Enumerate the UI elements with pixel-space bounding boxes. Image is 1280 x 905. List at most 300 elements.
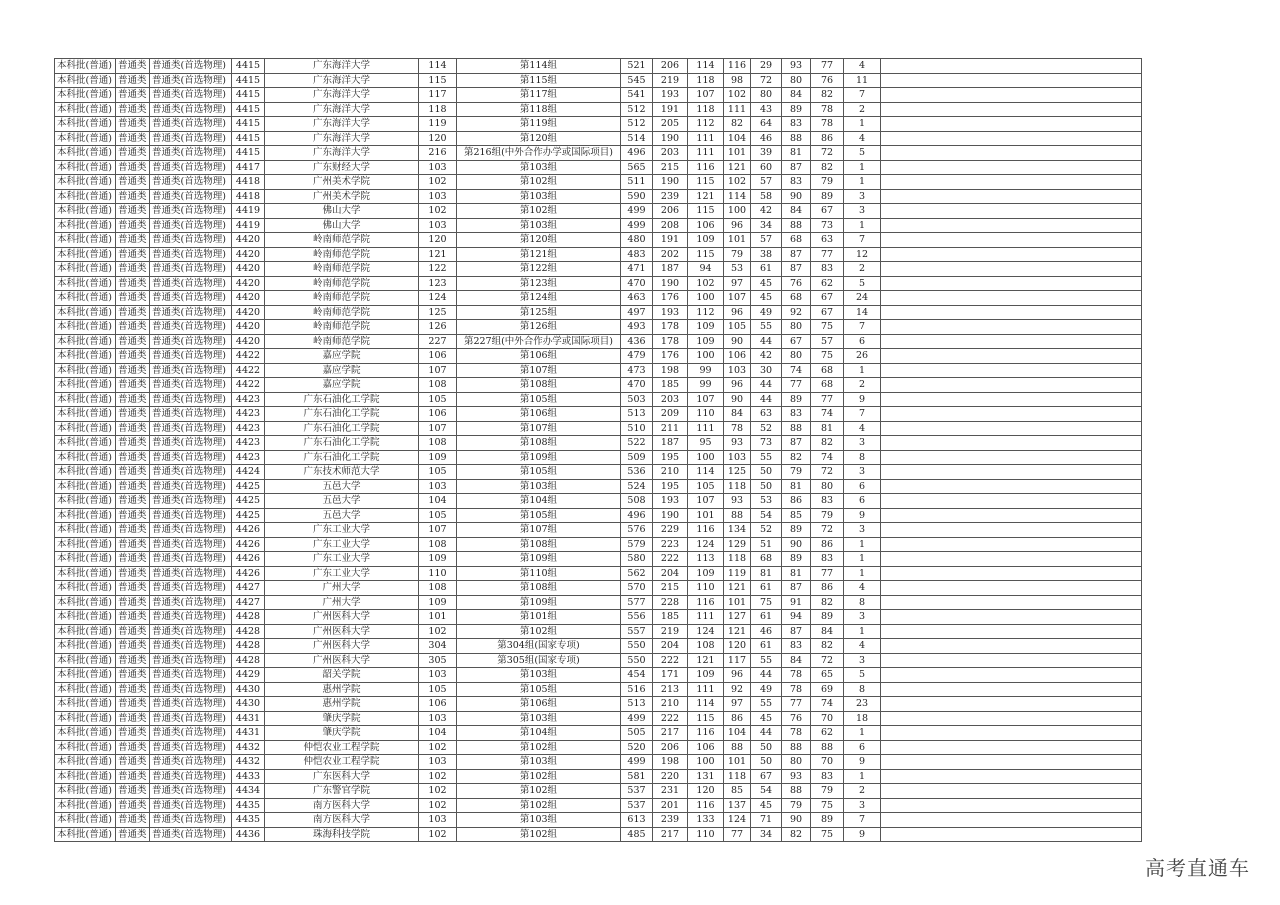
cell-school-name: 广东石油化工学院: [265, 407, 419, 422]
cell-batch: 本科批(普通): [55, 59, 116, 74]
cell-school-code: 4420: [232, 233, 265, 248]
cell-school-code: 4420: [232, 276, 265, 291]
table-row: [55, 523, 1142, 538]
cell-school-code: 4423: [232, 392, 265, 407]
cell-elective1: 50: [751, 755, 782, 770]
table-row: [55, 697, 1142, 712]
cell-foreign-lang: 127: [724, 610, 751, 625]
cell-elective1: 75: [751, 595, 782, 610]
cell-min-score: 536: [621, 465, 653, 480]
cell-batch: 本科批(普通): [55, 581, 116, 596]
cell-elective1: 61: [751, 639, 782, 654]
cell-category: 普通类: [116, 102, 150, 117]
cell-chinese: 215: [653, 581, 688, 596]
cell-elective3: 88: [811, 740, 844, 755]
cell-category: 普通类: [116, 305, 150, 320]
cell-group-name: 第103组: [457, 813, 621, 828]
cell-batch: 本科批(普通): [55, 247, 116, 262]
table-row: [55, 798, 1142, 813]
cell-subject-type: 普通类(首选物理): [150, 697, 232, 712]
cell-subject-type: 普通类(首选物理): [150, 668, 232, 683]
cell-count: 3: [844, 189, 881, 204]
cell-elective2: 88: [782, 131, 811, 146]
cell-foreign-lang: 118: [724, 769, 751, 784]
table-row: [55, 334, 1142, 349]
cell-count: 1: [844, 624, 881, 639]
cell-group-name: 第122组: [457, 262, 621, 277]
cell-group-code: 102: [419, 204, 457, 219]
cell-school-code: 4428: [232, 639, 265, 654]
cell-group-code: 120: [419, 131, 457, 146]
cell-category: 普通类: [116, 450, 150, 465]
cell-group-code: 105: [419, 508, 457, 523]
cell-category: 普通类: [116, 552, 150, 567]
cell-school-name: 岭南师范学院: [265, 247, 419, 262]
cell-group-name: 第114组: [457, 59, 621, 74]
cell-category: 普通类: [116, 523, 150, 538]
cell-min-score: 496: [621, 146, 653, 161]
cell-math: 114: [688, 59, 724, 74]
cell-group-code: 125: [419, 305, 457, 320]
cell-category: 普通类: [116, 59, 150, 74]
cell-school-code: 4415: [232, 73, 265, 88]
cell-elective3: 72: [811, 523, 844, 538]
cell-school-name: 岭南师范学院: [265, 320, 419, 335]
cell-school-code: 4420: [232, 291, 265, 306]
cell-batch: 本科批(普通): [55, 407, 116, 422]
cell-count: 1: [844, 726, 881, 741]
cell-chinese: 222: [653, 552, 688, 567]
cell-count: 23: [844, 697, 881, 712]
cell-empty: [881, 131, 1142, 146]
cell-empty: [881, 218, 1142, 233]
cell-subject-type: 普通类(首选物理): [150, 233, 232, 248]
cell-school-code: 4432: [232, 740, 265, 755]
cell-group-code: 102: [419, 175, 457, 190]
cell-group-code: 110: [419, 566, 457, 581]
cell-chinese: 204: [653, 639, 688, 654]
cell-min-score: 436: [621, 334, 653, 349]
cell-math: 112: [688, 117, 724, 132]
cell-subject-type: 普通类(首选物理): [150, 88, 232, 103]
cell-min-score: 505: [621, 726, 653, 741]
cell-group-name: 第102组: [457, 624, 621, 639]
cell-empty: [881, 537, 1142, 552]
table-row: [55, 349, 1142, 364]
cell-category: 普通类: [116, 581, 150, 596]
cell-elective1: 81: [751, 566, 782, 581]
cell-empty: [881, 610, 1142, 625]
cell-subject-type: 普通类(首选物理): [150, 262, 232, 277]
cell-batch: 本科批(普通): [55, 450, 116, 465]
cell-group-code: 103: [419, 479, 457, 494]
cell-empty: [881, 363, 1142, 378]
cell-batch: 本科批(普通): [55, 160, 116, 175]
cell-school-code: 4422: [232, 378, 265, 393]
cell-group-code: 102: [419, 798, 457, 813]
cell-group-name: 第305组(国家专项): [457, 653, 621, 668]
cell-elective2: 82: [782, 827, 811, 842]
cell-count: 3: [844, 523, 881, 538]
table-row: [55, 102, 1142, 117]
cell-school-name: 珠海科技学院: [265, 827, 419, 842]
cell-group-code: 103: [419, 160, 457, 175]
cell-elective3: 89: [811, 189, 844, 204]
table-row: [55, 813, 1142, 828]
cell-batch: 本科批(普通): [55, 595, 116, 610]
cell-elective1: 46: [751, 624, 782, 639]
cell-elective1: 68: [751, 552, 782, 567]
cell-group-name: 第102组: [457, 769, 621, 784]
cell-chinese: 190: [653, 508, 688, 523]
cell-group-name: 第118组: [457, 102, 621, 117]
cell-count: 4: [844, 581, 881, 596]
cell-elective1: 30: [751, 363, 782, 378]
cell-math: 133: [688, 813, 724, 828]
table-row: [55, 247, 1142, 262]
cell-chinese: 219: [653, 73, 688, 88]
cell-foreign-lang: 93: [724, 494, 751, 509]
cell-elective2: 85: [782, 508, 811, 523]
cell-school-name: 五邑大学: [265, 508, 419, 523]
cell-group-code: 114: [419, 59, 457, 74]
cell-group-name: 第105组: [457, 465, 621, 480]
cell-elective3: 75: [811, 349, 844, 364]
cell-elective3: 89: [811, 813, 844, 828]
cell-school-code: 4419: [232, 218, 265, 233]
cell-chinese: 187: [653, 262, 688, 277]
table-row: [55, 320, 1142, 335]
cell-empty: [881, 175, 1142, 190]
cell-math: 121: [688, 189, 724, 204]
cell-min-score: 509: [621, 450, 653, 465]
cell-category: 普通类: [116, 494, 150, 509]
cell-min-score: 470: [621, 378, 653, 393]
cell-subject-type: 普通类(首选物理): [150, 349, 232, 364]
cell-school-name: 广东石油化工学院: [265, 421, 419, 436]
cell-empty: [881, 378, 1142, 393]
cell-elective2: 90: [782, 813, 811, 828]
cell-elective3: 75: [811, 827, 844, 842]
cell-count: 2: [844, 784, 881, 799]
cell-group-name: 第102组: [457, 740, 621, 755]
cell-category: 普通类: [116, 595, 150, 610]
cell-group-name: 第108组: [457, 378, 621, 393]
cell-elective1: 44: [751, 668, 782, 683]
cell-category: 普通类: [116, 73, 150, 88]
cell-group-name: 第107组: [457, 421, 621, 436]
cell-batch: 本科批(普通): [55, 552, 116, 567]
cell-min-score: 557: [621, 624, 653, 639]
cell-elective3: 82: [811, 88, 844, 103]
cell-subject-type: 普通类(首选物理): [150, 450, 232, 465]
cell-category: 普通类: [116, 465, 150, 480]
cell-elective2: 89: [782, 552, 811, 567]
table-row: [55, 117, 1142, 132]
cell-batch: 本科批(普通): [55, 566, 116, 581]
cell-elective3: 80: [811, 479, 844, 494]
cell-batch: 本科批(普通): [55, 653, 116, 668]
cell-elective3: 75: [811, 320, 844, 335]
cell-math: 113: [688, 552, 724, 567]
cell-count: 9: [844, 755, 881, 770]
cell-school-code: 4415: [232, 146, 265, 161]
cell-elective3: 67: [811, 305, 844, 320]
cell-group-name: 第103组: [457, 160, 621, 175]
cell-count: 7: [844, 88, 881, 103]
cell-count: 4: [844, 639, 881, 654]
cell-batch: 本科批(普通): [55, 262, 116, 277]
cell-group-name: 第105组: [457, 508, 621, 523]
cell-empty: [881, 653, 1142, 668]
cell-elective2: 68: [782, 233, 811, 248]
cell-elective3: 83: [811, 552, 844, 567]
cell-chinese: 204: [653, 566, 688, 581]
cell-batch: 本科批(普通): [55, 436, 116, 451]
cell-school-name: 五邑大学: [265, 479, 419, 494]
cell-empty: [881, 798, 1142, 813]
cell-count: 24: [844, 291, 881, 306]
cell-group-code: 107: [419, 363, 457, 378]
table-row: [55, 668, 1142, 683]
cell-category: 普通类: [116, 363, 150, 378]
cell-elective2: 80: [782, 755, 811, 770]
table-row: [55, 189, 1142, 204]
cell-elective1: 73: [751, 436, 782, 451]
cell-batch: 本科批(普通): [55, 494, 116, 509]
cell-empty: [881, 320, 1142, 335]
cell-elective2: 77: [782, 378, 811, 393]
cell-group-name: 第124组: [457, 291, 621, 306]
cell-elective1: 60: [751, 160, 782, 175]
cell-min-score: 516: [621, 682, 653, 697]
cell-elective1: 44: [751, 392, 782, 407]
cell-school-code: 4419: [232, 204, 265, 219]
cell-math: 116: [688, 726, 724, 741]
cell-math: 110: [688, 827, 724, 842]
cell-elective3: 69: [811, 682, 844, 697]
cell-foreign-lang: 107: [724, 291, 751, 306]
cell-empty: [881, 88, 1142, 103]
cell-math: 116: [688, 798, 724, 813]
cell-category: 普通类: [116, 566, 150, 581]
cell-foreign-lang: 114: [724, 189, 751, 204]
cell-elective1: 67: [751, 769, 782, 784]
cell-foreign-lang: 96: [724, 305, 751, 320]
cell-batch: 本科批(普通): [55, 508, 116, 523]
cell-elective1: 64: [751, 117, 782, 132]
cell-group-name: 第102组: [457, 175, 621, 190]
cell-math: 109: [688, 334, 724, 349]
cell-chinese: 222: [653, 653, 688, 668]
cell-elective1: 45: [751, 276, 782, 291]
cell-min-score: 556: [621, 610, 653, 625]
cell-elective2: 80: [782, 320, 811, 335]
cell-subject-type: 普通类(首选物理): [150, 117, 232, 132]
cell-foreign-lang: 101: [724, 233, 751, 248]
cell-math: 107: [688, 88, 724, 103]
cell-batch: 本科批(普通): [55, 755, 116, 770]
cell-elective3: 83: [811, 262, 844, 277]
cell-math: 109: [688, 566, 724, 581]
cell-math: 106: [688, 218, 724, 233]
cell-category: 普通类: [116, 726, 150, 741]
cell-min-score: 499: [621, 204, 653, 219]
cell-count: 6: [844, 479, 881, 494]
cell-elective3: 79: [811, 508, 844, 523]
cell-category: 普通类: [116, 131, 150, 146]
cell-count: 3: [844, 204, 881, 219]
cell-chinese: 185: [653, 378, 688, 393]
cell-empty: [881, 595, 1142, 610]
cell-count: 8: [844, 450, 881, 465]
cell-group-name: 第120组: [457, 131, 621, 146]
cell-elective1: 55: [751, 450, 782, 465]
cell-foreign-lang: 97: [724, 276, 751, 291]
table-body: [55, 59, 1142, 842]
cell-school-code: 4425: [232, 479, 265, 494]
cell-min-score: 520: [621, 740, 653, 755]
cell-group-name: 第216组(中外合作办学或国际项目): [457, 146, 621, 161]
cell-elective3: 77: [811, 392, 844, 407]
cell-group-name: 第106组: [457, 407, 621, 422]
cell-elective3: 67: [811, 204, 844, 219]
cell-min-score: 541: [621, 88, 653, 103]
cell-empty: [881, 784, 1142, 799]
cell-school-name: 惠州学院: [265, 697, 419, 712]
cell-group-code: 102: [419, 827, 457, 842]
cell-category: 普通类: [116, 697, 150, 712]
cell-category: 普通类: [116, 175, 150, 190]
cell-school-name: 嘉应学院: [265, 349, 419, 364]
cell-empty: [881, 697, 1142, 712]
cell-school-name: 广州美术学院: [265, 175, 419, 190]
cell-foreign-lang: 101: [724, 146, 751, 161]
cell-math: 116: [688, 595, 724, 610]
cell-category: 普通类: [116, 392, 150, 407]
cell-elective3: 74: [811, 697, 844, 712]
cell-empty: [881, 726, 1142, 741]
cell-empty: [881, 146, 1142, 161]
cell-school-name: 岭南师范学院: [265, 262, 419, 277]
cell-foreign-lang: 117: [724, 653, 751, 668]
cell-category: 普通类: [116, 247, 150, 262]
cell-subject-type: 普通类(首选物理): [150, 247, 232, 262]
cell-school-name: 广州大学: [265, 581, 419, 596]
cell-school-code: 4418: [232, 175, 265, 190]
cell-category: 普通类: [116, 813, 150, 828]
cell-elective3: 79: [811, 175, 844, 190]
table-row: [55, 508, 1142, 523]
cell-min-score: 581: [621, 769, 653, 784]
cell-math: 111: [688, 146, 724, 161]
cell-school-name: 广州医科大学: [265, 610, 419, 625]
cell-chinese: 193: [653, 494, 688, 509]
cell-group-code: 119: [419, 117, 457, 132]
cell-min-score: 479: [621, 349, 653, 364]
table-row: [55, 262, 1142, 277]
cell-elective3: 82: [811, 595, 844, 610]
cell-elective3: 77: [811, 59, 844, 74]
cell-chinese: 191: [653, 102, 688, 117]
cell-chinese: 208: [653, 218, 688, 233]
cell-group-code: 106: [419, 349, 457, 364]
cell-elective2: 77: [782, 697, 811, 712]
cell-subject-type: 普通类(首选物理): [150, 146, 232, 161]
table-row: [55, 494, 1142, 509]
cell-math: 118: [688, 73, 724, 88]
cell-elective1: 50: [751, 479, 782, 494]
cell-school-name: 广东石油化工学院: [265, 436, 419, 451]
cell-foreign-lang: 125: [724, 465, 751, 480]
cell-empty: [881, 247, 1142, 262]
cell-chinese: 222: [653, 711, 688, 726]
cell-category: 普通类: [116, 146, 150, 161]
cell-subject-type: 普通类(首选物理): [150, 813, 232, 828]
cell-min-score: 579: [621, 537, 653, 552]
cell-subject-type: 普通类(首选物理): [150, 653, 232, 668]
table-row: [55, 769, 1142, 784]
cell-subject-type: 普通类(首选物理): [150, 624, 232, 639]
cell-elective2: 80: [782, 73, 811, 88]
cell-elective1: 61: [751, 262, 782, 277]
cell-group-code: 121: [419, 247, 457, 262]
cell-elective1: 55: [751, 653, 782, 668]
cell-group-code: 122: [419, 262, 457, 277]
cell-count: 5: [844, 668, 881, 683]
cell-min-score: 537: [621, 798, 653, 813]
cell-subject-type: 普通类(首选物理): [150, 363, 232, 378]
cell-group-name: 第103组: [457, 755, 621, 770]
cell-count: 6: [844, 494, 881, 509]
cell-count: 1: [844, 117, 881, 132]
cell-category: 普通类: [116, 711, 150, 726]
cell-count: 2: [844, 102, 881, 117]
cell-chinese: 178: [653, 320, 688, 335]
cell-school-name: 仲恺农业工程学院: [265, 740, 419, 755]
cell-min-score: 480: [621, 233, 653, 248]
cell-foreign-lang: 134: [724, 523, 751, 538]
cell-foreign-lang: 119: [724, 566, 751, 581]
cell-subject-type: 普通类(首选物理): [150, 682, 232, 697]
cell-batch: 本科批(普通): [55, 668, 116, 683]
cell-empty: [881, 407, 1142, 422]
cell-elective1: 55: [751, 320, 782, 335]
cell-school-code: 4430: [232, 697, 265, 712]
cell-school-name: 岭南师范学院: [265, 276, 419, 291]
cell-min-score: 570: [621, 581, 653, 596]
cell-empty: [881, 508, 1142, 523]
cell-group-code: 103: [419, 668, 457, 683]
cell-group-name: 第109组: [457, 552, 621, 567]
cell-empty: [881, 769, 1142, 784]
cell-min-score: 577: [621, 595, 653, 610]
cell-math: 102: [688, 276, 724, 291]
cell-elective3: 81: [811, 421, 844, 436]
cell-group-name: 第304组(国家专项): [457, 639, 621, 654]
cell-elective1: 61: [751, 581, 782, 596]
cell-count: 26: [844, 349, 881, 364]
cell-batch: 本科批(普通): [55, 682, 116, 697]
cell-min-score: 483: [621, 247, 653, 262]
cell-min-score: 471: [621, 262, 653, 277]
table-row: [55, 610, 1142, 625]
cell-school-code: 4420: [232, 305, 265, 320]
cell-school-name: 佛山大学: [265, 204, 419, 219]
cell-category: 普通类: [116, 624, 150, 639]
cell-group-code: 109: [419, 450, 457, 465]
cell-school-code: 4435: [232, 813, 265, 828]
